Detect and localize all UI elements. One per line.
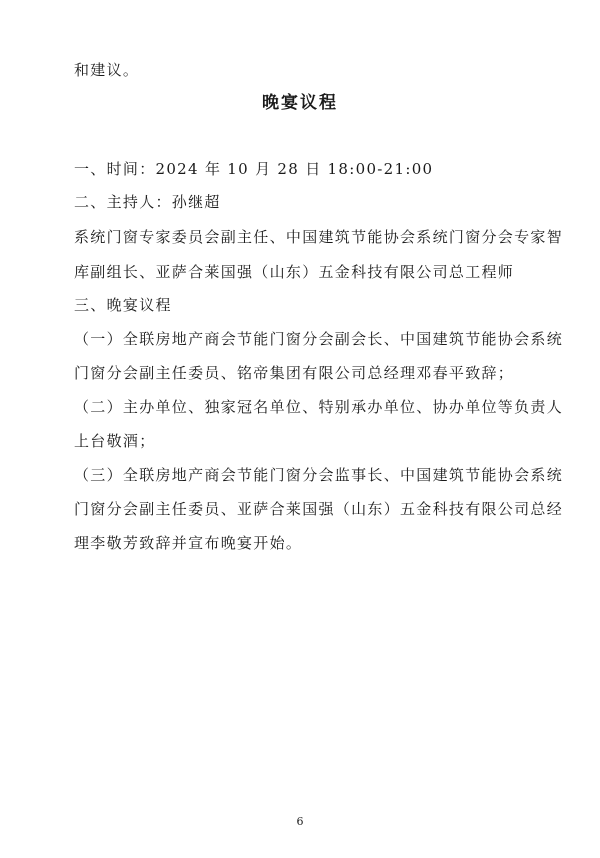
agenda-time: 一、时间：2024 年 10 月 28 日 18:00-21:00	[74, 160, 434, 178]
agenda-item-2-line-2: 上台敬酒；	[74, 432, 156, 450]
agenda-item-2-line-1: （二）主办单位、独家冠名单位、特别承办单位、协办单位等负责人	[74, 398, 564, 416]
page-number: 6	[296, 815, 304, 828]
agenda-item-1-line-2: 门窗分会副主任委员、铭帝集团有限公司总经理邓春平致辞；	[74, 364, 515, 382]
agenda-host: 二、主持人：孙继超	[74, 193, 221, 211]
agenda-item-3-line-3: 理李敬芳致辞并宣布晚宴开始。	[74, 534, 303, 552]
agenda-item-1-line-1: （一）全联房地产商会节能门窗分会副会长、中国建筑节能协会系统	[74, 330, 564, 348]
host-title-line-2: 库副组长、亚萨合莱国强（山东）五金科技有限公司总工程师	[74, 263, 515, 281]
page-title: 晚宴议程	[262, 93, 338, 113]
agenda-item-3-line-2: 门窗分会副主任委员、亚萨合莱国强（山东）五金科技有限公司总经	[74, 500, 564, 518]
agenda-item-3-line-1: （三）全联房地产商会节能门窗分会监事长、中国建筑节能协会系统	[74, 466, 564, 484]
host-title-line-1: 系统门窗专家委员会副主任、中国建筑节能协会系统门窗分会专家智	[74, 228, 564, 246]
agenda-heading: 三、晚宴议程	[74, 296, 172, 314]
intro-fragment: 和建议。	[74, 61, 140, 79]
